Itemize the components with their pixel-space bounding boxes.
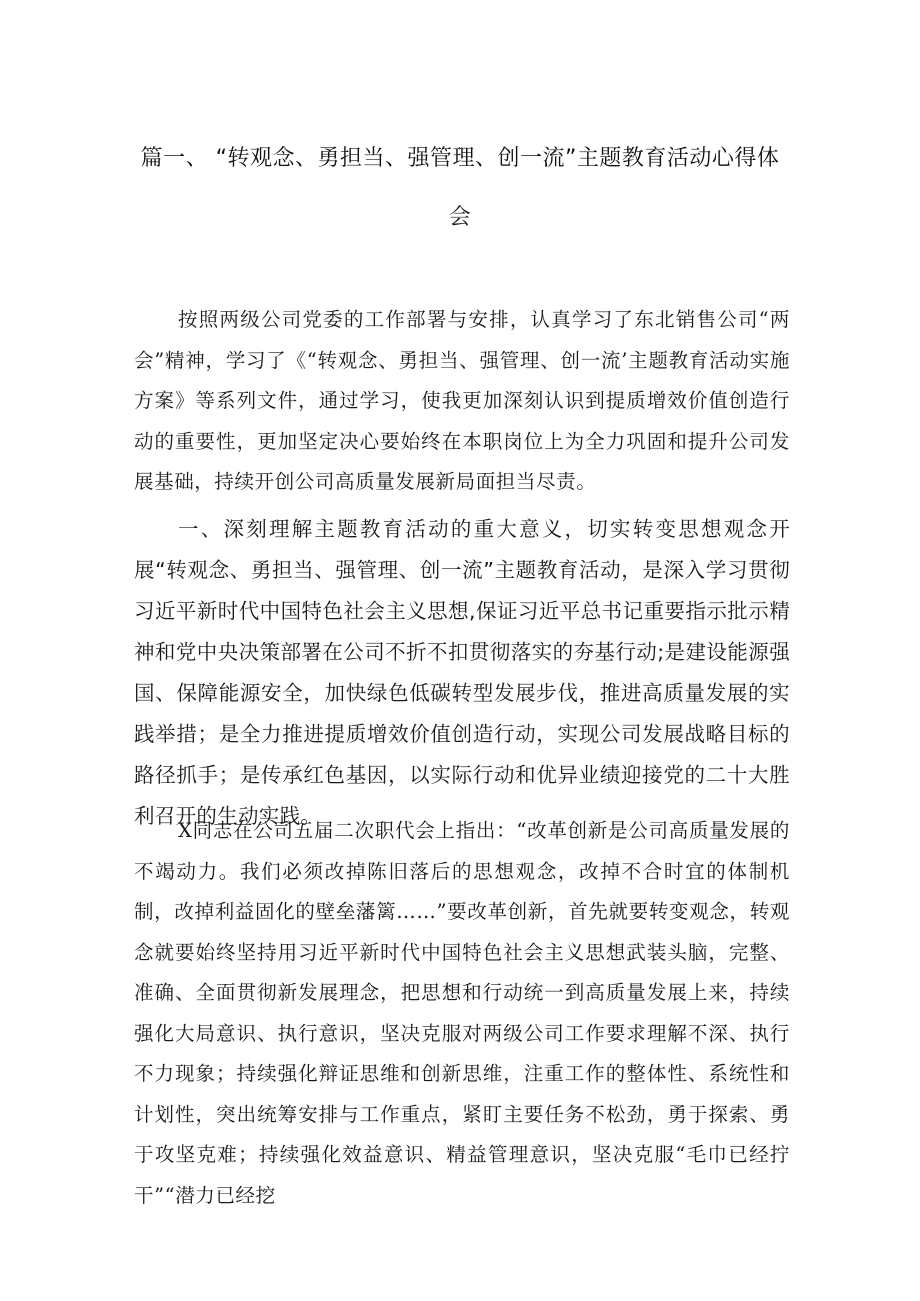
document-title-continuation: 会: [448, 205, 472, 230]
quote-paragraph: X同志在公司五届二次职代会上指出：“改革创新是公司高质量发展的不竭动力。我们必须改掉陈旧落后的思想观念，改掉不合时宜的体制机制，改掉利益固化的壁垒藩篱……”要改革创新，首先就要转变观念，转观念就要始终坚持用习近平新时代中国特色社会主义思想武装头脑，完整、准确、全面贯彻新发展理念，把思想和行动统一到高质量发展上来，持续强化大局意识、执行意识，坚决克服对两级公司工作要求理解不深、执行不力现象；持续强化辩证思维和创新思维，注重工作的整体性、系统性和计划性，突出统筹安排与工作重点，紧盯主要任务不松劲，勇于探索、勇于攻坚克难；持续强化效益意识、精益管理意识，坚决克服“毛巾已经拧干”“潜力已经挖: [134, 819, 790, 1207]
intro-paragraph: 按照两级公司党委的工作部署与安排，认真学习了东北销售公司“两会”精神，学习了《“转观念、勇担当、强管理、创一流’主题教育活动实施方案》等系列文件，通过学习，使我更加深刻认识到提质增效价值创造行动的重要性，更加坚定决心要始终在本职岗位上为全力巩固和提升公司发展基础，持续开创公司高质量发展新局面担当尽责。: [134, 308, 790, 493]
section-one-paragraph: 一、深刻理解主题教育活动的重大意义，切实转变思想观念开展“转观念、勇担当、强管理、创一流”主题教育活动，是深入学习贯彻习近平新时代中国特色社会主义思想,保证习近平总书记重要指示批示精神和党中央决策部署在公司不折不扣贯彻落实的夯基行动;是建设能源强国、保障能源安全，加快绿色低碳转型发展步伐，推进高质量发展的实践举措；是全力推进提质增效价值创造行动，实现公司发展战略目标的路径抓手；是传承红色基因，以实际行动和优异业绩迎接党的二十大胜利召开的生动实践。: [134, 517, 790, 828]
document-title: 篇一、 “转观念、勇担当、强管理、创一流”主题教育活动心得体: [140, 146, 780, 171]
